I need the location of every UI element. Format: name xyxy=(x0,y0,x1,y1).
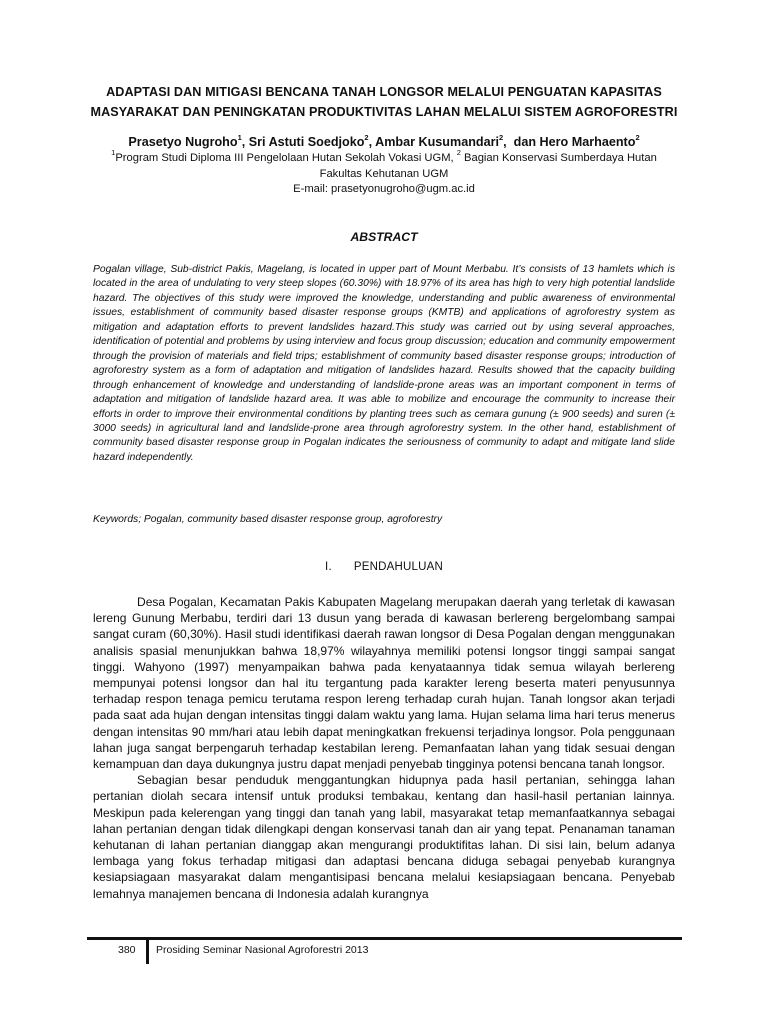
author-affiliation-mark: 2 xyxy=(364,132,369,142)
affiliation-mark: 2 xyxy=(456,148,461,158)
footer-rule xyxy=(87,937,682,940)
page-number: 380 xyxy=(118,944,136,956)
author-email: E-mail: prasetyonugroho@ugm.ac.id xyxy=(293,183,475,195)
author-name: Prasetyo Nugroho xyxy=(128,135,238,149)
affiliation-text: Bagian Konservasi Sumberdaya Hutan xyxy=(460,152,657,164)
author-name: Sri Astuti Soedjoko xyxy=(248,135,365,149)
body-text xyxy=(93,594,675,902)
footer-proceedings-title: Prosiding Seminar Nasional Agroforestri 2013 xyxy=(156,944,369,956)
author-affiliation-mark: 1 xyxy=(237,132,242,142)
affiliation-line-2: Fakultas Kehutanan UGM xyxy=(319,167,449,180)
body-paragraph: Desa Pogalan, Kecamatan Pakis Kabupaten Magelang merupakan daerah yang terletak di kawasan lereng Gunung Merbabu, terdiri dari 13 dusun yang berada di kawasan berlereng bergelombang sampai sangat curam (60,30%). Hasil studi identifikasi daerah rawan longsor di Desa Pogalan dengan menggunakan analisis spasial menunjukkan bahwa 18,97% wilayahnya memiliki potensi longsor tinggi sampai sangat tinggi. Wahyono (1997) menyampaikan bahwa pada kenyataannya tidak semua wilayah berlereng mempunyai potensi longsor dan hal itu tergantung pada karakter lereng beserta materi penyusunnya terhadap respon tenaga pemicu terutama respon lereng terhadap curah hujan. Tanah longsor akan terjadi pada saat ada hujan dengan intensitas tinggi dalam waktu yang lama. Hujan selama lima hari terus menerus dengan intensitas 90 mm/hari atau lebih dapat meningkatkan frekuensi terjadinya longsor. Pola penggunaan lahan juga sangat berpengaruh terhadap kestabilan lereng. Pemanfaatan lahan yang tidak sesuai dengan kemampuan dan daya dukungnya justru dapat menjadi penyebab tingginya potensi bencana tanah longsor. xyxy=(93,595,675,772)
affiliation-mark: 1 xyxy=(111,148,116,158)
paper-title-line-2: MASYARAKAT DAN PENINGKATAN PRODUKTIVITAS LAHAN MELALUI SISTEM AGROFORESTRI xyxy=(90,105,678,119)
section-number: I. xyxy=(325,561,332,573)
keywords: Keywords; Pogalan, community based disaster response group, agroforestry xyxy=(93,514,443,525)
footer-divider xyxy=(146,940,149,964)
abstract-text: Pogalan village, Sub-district Pakis, Magelang, is located in upper part of Mount Merbabu. It’s consists of 13 hamlets which is located in the area of undulating to very steep slopes (60.30%) with 18.97% of its area has high to very high potential landslide hazard. The objectives of this study were improved the knowledge, understanding and public awareness of environmental issues, establishment of community based disaster response groups (KMTB) and applications of agroforestry system as mitigation and adaptation efforts to prevent landslides hazard.This study was carried out by using several approaches, identification of potential and problems by using interview and focus group discussion; education and community empowerment through the provision of materials and field trips; establishment of community based disaster response groups; introduction of agroforestry system as a form of adaptation and mitigation of landslides hazard. Results showed that the capacity building through enhancement of knowledge and understanding of landslide-prone areas was an important component in terms of adaptation and mitigation of landslide hazard area. It was able to mobilize and encourage the community to increase their efforts in order to improve their environmental conditions by planting trees such as cemara gunung (± 900 seeds) and suren (± 3000 seeds) in agricultural land and landslide-prone area through agroforestry system. In the other hand, establishment of community based disaster response group in Pogalan indicates the seriousness of community to adapt and mitigate land slide hazard independently. xyxy=(93,264,675,463)
section-title: PENDAHULUAN xyxy=(353,561,443,573)
section-heading xyxy=(60,561,708,573)
affiliation-block xyxy=(60,148,708,198)
affiliation-line-1 xyxy=(60,148,708,167)
paper-title xyxy=(60,82,708,122)
author-name: Ambar Kusumandari xyxy=(375,135,499,149)
author-list: Prasetyo Nugroho$^1$, Sri Astuti Soedjoko$^2$, Ambar Kusumandari$^2$, dan Hero Marhaento$^2$ xyxy=(128,132,640,149)
paper-title-line-1: ADAPTASI DAN MITIGASI BENCANA TANAH LONGSOR MELALUI PENGUATAN KAPASITAS xyxy=(106,85,662,99)
body-paragraph: Sebagian besar penduduk menggantungkan hidupnya pada hasil pertanian, sehingga lahan pertanian diolah secara intensif untuk produksi tembakau, kentang dan hasil-hasil pertanian lainnya. Meskipun pada kelerengan yang tinggi dan tanah yang labil, masyarakat tetap memanfaatkannya sebagai lahan pertanian dengan tidak dilengkapi dengan konservasi tanah dan air yang tepat. Penanaman tanaman kehutanan di lahan pertanian dianggap akan mengurangi produktifitas lahan. Di sisi lain, belum adanya lembaga yang fokus terhadap mitigasi dan adaptasi bencana diduga sebagai penyebab kurangnya kesiapsiagaan masyarakat dalam mengantisipasi bencana melalui kesiapsiagaan bencana. Penyebab lemahnya manajemen bencana di Indonesia adalah kurangnya xyxy=(93,773,675,901)
affiliation-text: Program Studi Diploma III Pengelolaan Hutan Sekolah Vokasi UGM, xyxy=(115,152,457,164)
author-name: dan Hero Marhaento xyxy=(513,135,636,149)
author-affiliation-mark: 2 xyxy=(499,132,504,142)
author-affiliation-mark: 2 xyxy=(635,132,640,142)
abstract-heading: ABSTRACT xyxy=(350,230,418,244)
